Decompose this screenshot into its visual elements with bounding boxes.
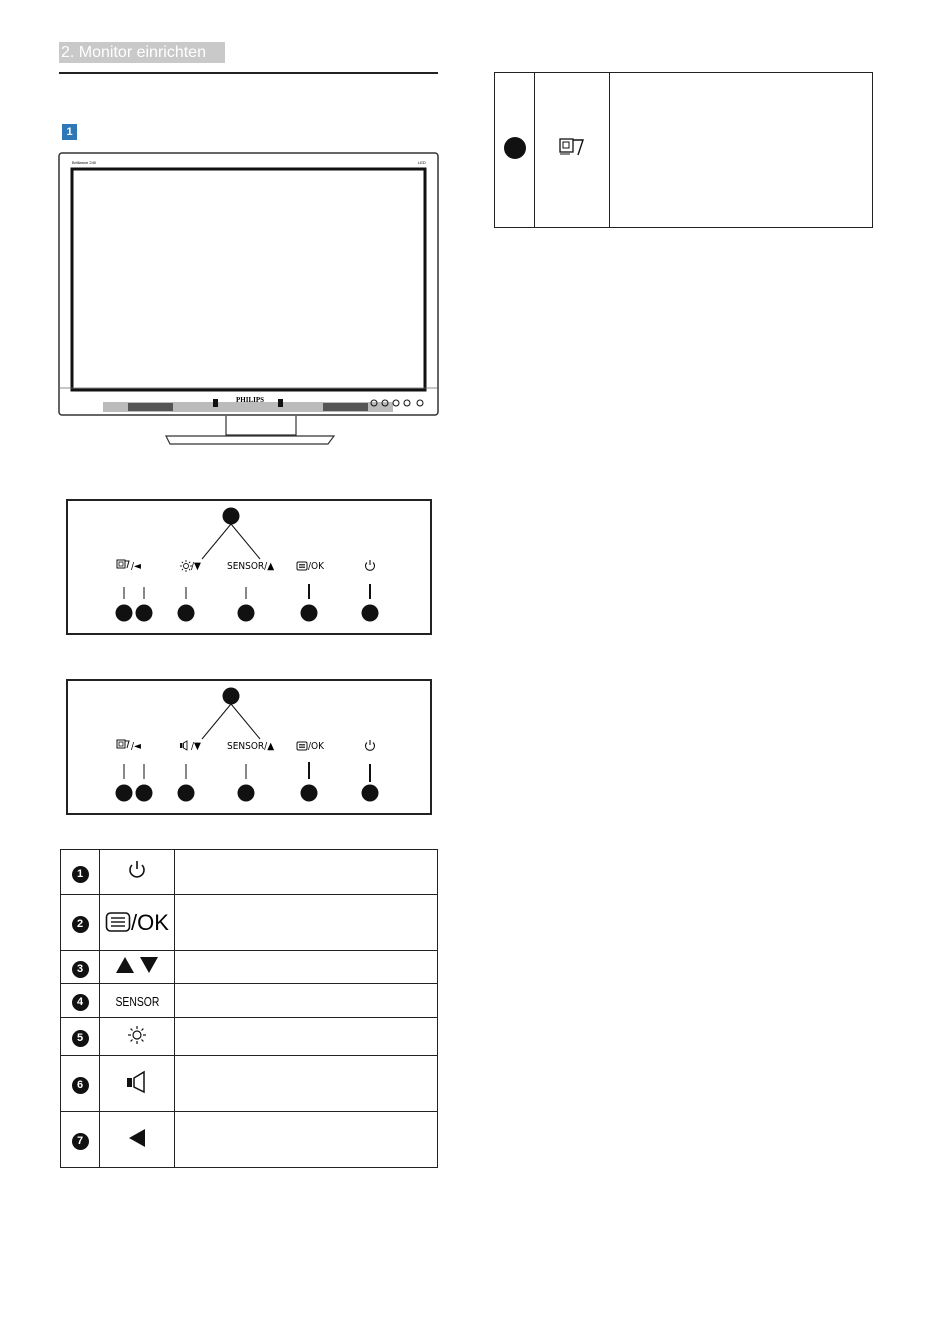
panel-a-down-label: /▼	[191, 561, 201, 572]
row-description	[610, 73, 873, 228]
panel-a-left-label: /◄	[131, 561, 141, 572]
row-number: 1	[72, 866, 89, 883]
monitor-model-label: Brilliance 240	[72, 160, 97, 165]
monitor-led-label: LED	[418, 160, 426, 165]
sensor-label: SENSOR	[115, 994, 159, 1009]
control-key-table	[60, 849, 438, 1168]
table-row	[61, 951, 438, 984]
table-row	[61, 1018, 438, 1056]
monitor-brand-logo: PHILIPS	[236, 396, 265, 404]
left-arrow-icon	[128, 1128, 146, 1148]
panel-a-ok-label: /OK	[308, 561, 325, 572]
power-icon	[366, 740, 375, 750]
menu-icon	[297, 742, 307, 750]
smartimage-icon	[558, 137, 586, 159]
table-row	[61, 1112, 438, 1168]
power-icon	[366, 560, 375, 570]
smartimage-key-table	[494, 72, 873, 228]
row-number: 5	[72, 1030, 89, 1047]
table-row	[61, 850, 438, 895]
brightness-icon	[127, 1025, 147, 1045]
table-row	[61, 1056, 438, 1112]
row-number: 4	[72, 994, 89, 1011]
row-number-dot	[504, 137, 526, 159]
row-number: 2	[72, 916, 89, 933]
up-down-arrows-icon	[114, 955, 160, 975]
row-number: 6	[72, 1077, 89, 1094]
header-divider	[59, 72, 438, 74]
row-description	[175, 1056, 438, 1112]
table-row	[61, 895, 438, 951]
volume-icon	[126, 1070, 148, 1094]
smartimage-icon	[117, 740, 129, 748]
row-description	[175, 895, 438, 951]
table-row	[495, 73, 873, 228]
row-number: 3	[72, 961, 89, 978]
section-title: 2. Monitor einrichten	[59, 42, 225, 63]
menu-icon	[297, 562, 307, 570]
smartimage-icon	[117, 560, 129, 568]
power-icon	[126, 859, 148, 881]
row-description	[175, 850, 438, 895]
row-description	[175, 984, 438, 1018]
row-number: 7	[72, 1133, 89, 1150]
step-number-badge: 1	[62, 124, 77, 140]
panel-b-sensor-label: SENSOR/▲	[227, 741, 275, 752]
panel-a-sensor-label: SENSOR/▲	[227, 561, 275, 572]
row-description	[175, 1112, 438, 1168]
menu-ok-icon: /OK	[105, 910, 169, 935]
row-description	[175, 951, 438, 984]
row-description	[175, 1018, 438, 1056]
table-row	[61, 984, 438, 1018]
panel-b-down-label: /▼	[191, 741, 201, 752]
volume-icon	[180, 741, 187, 750]
panel-b-ok-label: /OK	[308, 741, 325, 752]
panel-b-left-label: /◄	[131, 741, 141, 752]
